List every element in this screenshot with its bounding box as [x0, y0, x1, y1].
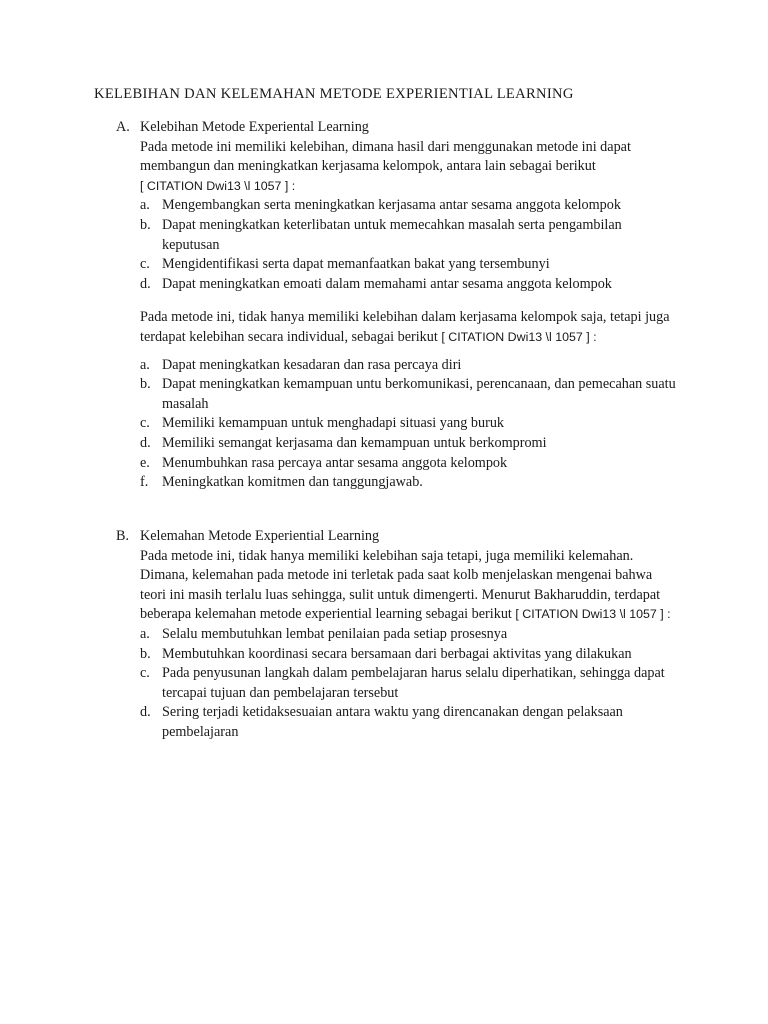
individual-advantages-list — [140, 356, 676, 493]
list-item — [140, 703, 676, 742]
list-item-letter: a. — [140, 197, 150, 214]
list-item — [140, 356, 676, 376]
section-disadvantages — [116, 527, 676, 743]
list-item — [140, 645, 676, 665]
second-paragraph — [140, 308, 676, 347]
list-item — [140, 625, 676, 645]
section-letter: B. — [116, 528, 130, 544]
list-item — [140, 454, 676, 474]
list-item — [140, 216, 676, 255]
intro-paragraph — [140, 547, 676, 625]
list-item-text: Sering terjadi ketidaksesuaian antara waktu yang direncanakan dengan pelaksaan pembelajaran — [162, 704, 623, 740]
citation-field: [ CITATION Dwi13 \l 1057 ] : — [140, 178, 296, 193]
list-item-text: Meningkatkan komitmen dan tanggungjawab. — [162, 474, 423, 491]
section-heading — [116, 118, 676, 138]
list-item-letter: b. — [140, 216, 151, 233]
list-item-text: Pada penyusunan langkah dalam pembelajaran harus selalu diperhatikan, sehingga dapat tercapai tujuan dan pembelajaran tersebut — [162, 665, 665, 701]
list-item-letter: c. — [140, 415, 150, 432]
section-heading — [116, 527, 676, 547]
disadvantages-list — [140, 625, 676, 743]
list-item-text: Dapat meningkatkan kemampuan untu berkomunikasi, perencanaan, dan pemecahan suatu masalah — [162, 376, 676, 412]
list-item-letter: a. — [140, 356, 150, 373]
list-item-letter: f. — [140, 474, 149, 491]
list-item-text: Dapat meningkatkan kesadaran dan rasa percaya diri — [162, 356, 462, 373]
list-item-text: Mengembangkan serta meningkatkan kerjasama antar sesama anggota kelompok — [162, 197, 621, 214]
group-advantages-list — [140, 196, 676, 294]
list-item-letter: e. — [140, 454, 150, 471]
list-item — [140, 434, 676, 454]
citation-field: [ CITATION Dwi13 \l 1057 ] : — [441, 329, 597, 344]
list-item — [140, 664, 676, 703]
intro-paragraph — [140, 138, 676, 197]
list-item-letter: d. — [140, 434, 151, 451]
list-item — [140, 473, 676, 493]
list-item — [140, 196, 676, 216]
list-item-letter: b. — [140, 645, 151, 662]
list-item-text: Memiliki kemampuan untuk menghadapi situasi yang buruk — [162, 415, 505, 432]
list-item — [140, 375, 676, 414]
list-item-text: Memiliki semangat kerjasama dan kemampuan untuk berkompromi — [162, 434, 547, 451]
section-heading-text: Kelebihan Metode Experiental Learning — [140, 119, 369, 135]
list-item-text: Membutuhkan koordinasi secara bersamaan dari berbagai aktivitas yang dilakukan — [162, 645, 632, 662]
list-item — [140, 275, 676, 295]
list-item-letter: d. — [140, 275, 151, 292]
paragraph-text: Pada metode ini, tidak hanya memiliki kelebihan saja tetapi, juga memiliki kelemahan. Dimana, kelemahan pada metode ini terletak pada saat kolb menjelaskan mengenai bahwa teori ini masih terlalu luas sehingga, sulit untuk dimengerti. Menurut Bakharuddin, terdapat beberapa kelemahan metode experiential learning sebagai berikut — [140, 547, 661, 623]
section-heading-text: Kelemahan Metode Experiential Learning — [140, 528, 380, 544]
list-item-text: Selalu membutuhkan lembat penilaian pada setiap prosesnya — [162, 625, 508, 642]
list-item-letter: d. — [140, 704, 151, 721]
paragraph-text: Pada metode ini memiliki kelebihan, dimana hasil dari menggunakan metode ini dapat membangun dan meningkatkan kerjasama kelompok, antara lain sebagai berikut — [140, 138, 631, 175]
section-letter: A. — [116, 119, 130, 135]
list-item-letter: b. — [140, 376, 151, 393]
list-item-text: Mengidentifikasi serta dapat memanfaatkan bakat yang tersembunyi — [162, 256, 550, 273]
list-item — [140, 414, 676, 434]
citation-field: [ CITATION Dwi13 \l 1057 ] : — [515, 607, 671, 622]
section-advantages — [116, 118, 676, 493]
paragraph-text: Pada metode ini, tidak hanya memiliki kelebihan dalam kerjasama kelompok saja, tetapi juga terdapat kelebihan secara individual, sebagai berikut — [140, 309, 670, 345]
list-item-letter: a. — [140, 625, 150, 642]
list-item-text: Dapat meningkatkan keterlibatan untuk memecahkan masalah serta pengambilan keputusan — [162, 216, 622, 253]
list-item-text: Menumbuhkan rasa percaya antar sesama anggota kelompok — [162, 454, 508, 471]
list-item — [140, 255, 676, 275]
document-title: KELEBIHAN DAN KELEMAHAN METODE EXPERIENTIAL LEARNING — [94, 86, 574, 102]
list-item-letter: c. — [140, 665, 150, 682]
list-item-text: Dapat meningkatkan emoati dalam memahami antar sesama anggota kelompok — [162, 275, 612, 292]
list-item-letter: c. — [140, 256, 150, 273]
